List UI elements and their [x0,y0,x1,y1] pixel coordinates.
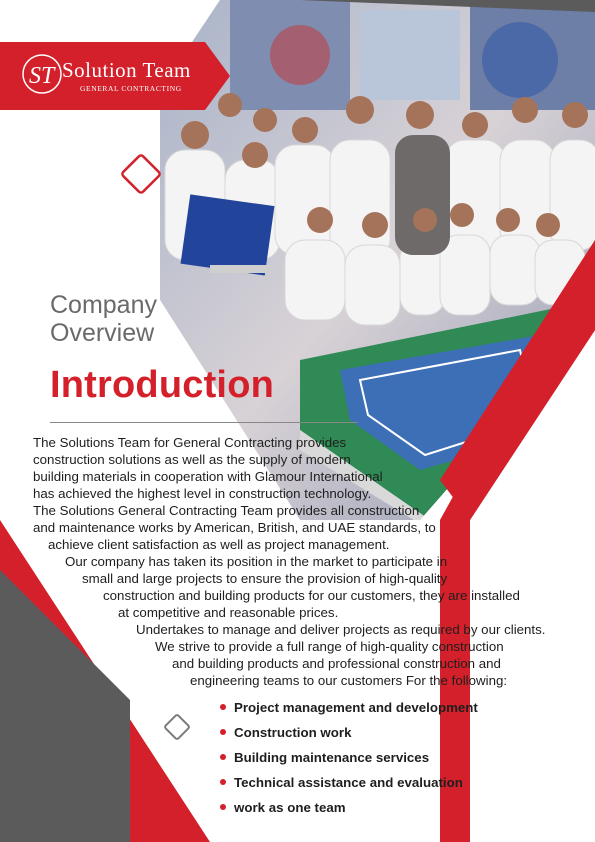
body-line: The Solutions Team for General Contracting provides [33,435,347,450]
body-line: and maintenance works by American, British, and UAE standards, to [33,520,436,535]
logo-mark-icon [20,52,68,98]
bullet-dot-icon [220,729,226,735]
bullet-text: work as one team [234,800,346,815]
body-line: construction and building products for our customers, they are installed [103,588,520,603]
gray-diamond-outline [158,708,196,746]
body-line: Undertakes to manage and deliver projects as required by our clients. [136,622,546,637]
heading-overview: Overview [50,319,155,347]
list-item [220,725,351,740]
body-line: We strive to provide a full range of high-quality construction [155,639,504,654]
logo-subtitle: GENERAL CONTRACTING [80,84,182,93]
logo-mark-text: ST [29,63,55,89]
list-item [220,800,346,815]
list-item [220,700,478,715]
red-diamond-outline [113,146,169,202]
body-line: The Solutions General Contracting Team provides all construction [33,503,420,518]
body-line: has achieved the highest level in construction technology. [33,486,372,501]
logo-title: Solution Team [62,58,191,82]
list-item [220,750,429,765]
body-line: building materials in cooperation with Glamour International [33,469,383,484]
bullet-dot-icon [220,779,226,785]
page-title: Introduction [50,364,275,406]
title-divider [50,422,358,423]
body-line: engineering teams to our customers For the following: [190,673,508,688]
bullet-text: Construction work [234,725,352,740]
bullet-text: Project management and development [234,700,478,715]
body-line: at competitive and reasonable prices. [118,605,339,620]
body-line: small and large projects to ensure the provision of high-quality [82,571,448,586]
body-line: achieve client satisfaction as well as project management. [48,537,390,552]
body-line: and building products and professional construction and [172,656,501,671]
bullet-text: Building maintenance services [234,750,430,765]
bullet-dot-icon [220,804,226,810]
bullet-text: Technical assistance and evaluation [234,775,463,790]
heading-company: Company [50,291,157,319]
list-item [220,775,463,790]
body-line: construction solutions as well as the supply of modern [33,452,351,467]
bullet-dot-icon [220,754,226,760]
body-line: Our company has taken its position in the market to participate in [65,554,448,569]
bullet-dot-icon [220,704,226,710]
